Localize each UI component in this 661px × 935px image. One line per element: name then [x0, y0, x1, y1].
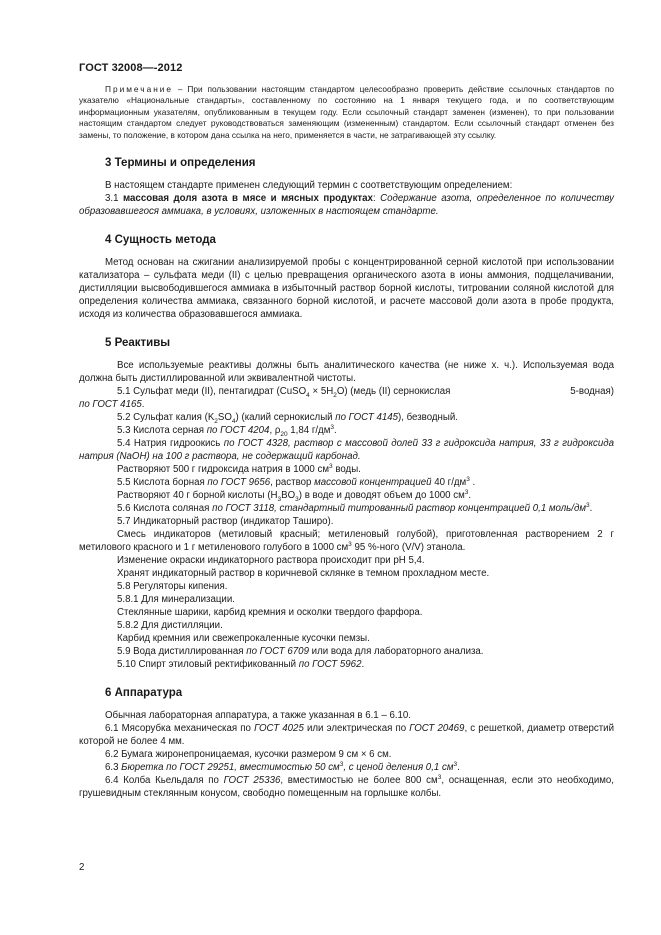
apparatus-6-3: 6.3 Бюретка по ГОСТ 29251, вместимостью 50 $см^3$, с ценой деления 0,1 $см^3$.: [105, 760, 460, 774]
reagent-5-10: 5.10 Спирт этиловый ректификованный по ГОСТ 5962.: [117, 659, 365, 671]
reagent-5-4-prep: Растворяют 500 г гидроксида натрия в 1000 $см^3$ воды.: [117, 462, 361, 476]
reagent-5-6: 5.6 Кислота соляная по ГОСТ 3118, стандартный титрованный раствор концентрацией 0,1 моль/$дм^3$.: [117, 501, 593, 515]
reagent-5-7-storage: Хранят индикаторный раствор в коричневой склянке в темном прохладном месте.: [117, 568, 490, 580]
note-label: Примечание: [105, 84, 174, 94]
section-3-heading: 3 Термины и определения: [105, 157, 256, 170]
reagent-5-1-standard: по ГОСТ 4165.: [79, 399, 145, 411]
term-definition: Содержание азота, определенное по количеству образовавшегося аммиака, в условиях, изложенных в настоящем стандарте.: [79, 193, 615, 218]
reagent-5-1: 5.1 Сульфат меди (II), пентагидрат (CuSO$_4$ × $5H_2O$) (медь (II) сернокислая 5-водная): [117, 386, 614, 399]
document-body: [79, 84, 614, 800]
apparatus-intro: Обычная лабораторная аппаратура, а также указанная в 6.1 – 6.10.: [105, 710, 411, 722]
term-3-1: 3.1 массовая доля азота в мясе и мясных продуктах: Содержание азота, определенное по количеству образовавшегося аммиака, в условиях, изложенных в настоящем стандарте.: [79, 193, 615, 218]
reagent-5-7-ph: Изменение окраски индикаторного раствора происходит при pH 5,4.: [117, 555, 425, 567]
term-name: массовая доля азота в мясе и мясных продуктах: [123, 193, 373, 205]
note-paragraph: [79, 84, 614, 141]
reagent-5-5: 5.5 Кислота борная по ГОСТ 9656, раствор массовой концентрацией 40 $г/дм^3$ .: [117, 475, 476, 489]
apparatus-6-1: 6.1 Мясорубка механическая по ГОСТ 4025 или электрическая по ГОСТ 20469, с решеткой, диаметр отверстий которой не более 4 мм.: [79, 723, 614, 748]
reagents-intro: Все используемые реактивы должны быть аналитического качества (не ниже х. ч.). Используемая вода должна быть дистиллированной или эквивалентной чистоты.: [79, 360, 614, 385]
reagent-5-8: 5.8 Регуляторы кипения.: [117, 581, 228, 593]
reagent-5-7-mix: Смесь индикаторов (метиловый красный; метиленовый голубой), приготовленная растворением 2 г метилового красного и 1 г метиленового голубого в 1000 $см^3$ 95 %-ного (V/V) этанола.: [79, 529, 614, 554]
section-3-intro: В настоящем стандарте применен следующий термин с соответствующим определением:: [105, 180, 513, 192]
apparatus-6-4: 6.4 Колба Кьельдаля по ГОСТ 25336, вместимостью не более 800 $см^3$, оснащенная, если это необходимо, грушевидным стеклянным конусом, свободно помещенным на горлышке колбы.: [79, 773, 614, 800]
reagent-5-7: 5.7 Индикаторный раствор (индикатор Таширо).: [117, 516, 334, 528]
reagent-5-2: 5.2 Сульфат калия $(K_2SO_4)$ (калий сернокислый по ГОСТ 4145), безводный.: [117, 412, 458, 425]
note-text: – При пользовании настоящим стандартом целесообразно проверить действие ссылочных стандартов по указателю «Национальные стандарты», составленному по состоянию на 1 января текущего года, и по соответствующим информационным указателям, опубликованным в текущем году. Если ссылочный стандарт заменен (изменен), то при пользовании настоящим стандартом следует руководствоваться заменяющим (измененным) стандартом. Если ссылочный стандарт отменен без замены, то положение, в котором дана ссылка на него, применяется в части, не затрагивающей эту ссылку.: [79, 84, 614, 140]
apparatus-6-2: 6.2 Бумага жиронепроницаемая, кусочки размером 9 см × 6 см.: [105, 749, 392, 761]
page-number: 2: [79, 862, 85, 873]
reagent-5-3: 5.3 Кислота серная по ГОСТ 4204, $\rho_{20}$ 1,84 $г/дм^3$.: [117, 423, 337, 438]
section-6-heading: 6 Аппаратура: [105, 687, 183, 700]
section-5-heading: 5 Реактивы: [105, 337, 171, 350]
section-4-text: Метод основан на сжигании анализируемой пробы с концентрированной серной кислотой при использовании катализатора – сульфата меди (II) с целью превращения органического азота в ионы аммония, подщелачивании, дистилляции высвободившегося аммиака в избыточный раствор борной кислоты, титровании соляной кислотой для определения количества аммиака, связанного борной кислотой, и расчете массовой доли азота в пробе продукта, исходя из количества образовавшегося аммиака.: [79, 257, 614, 321]
document-header: ГОСТ 32008—-2012: [79, 62, 183, 74]
reagent-5-5-prep: Растворяют 40 г борной кислоты $(H_3BO_3)$ в воде и доводят объем до 1000 $см^3$.: [117, 488, 472, 503]
reagent-5-8-1: 5.8.1 Для минерализации.: [117, 594, 235, 606]
reagent-5-8-2: 5.8.2 Для дистилляции.: [117, 620, 223, 632]
reagent-5-8-1-text: Стеклянные шарики, карбид кремния и осколки твердого фарфора.: [117, 607, 423, 619]
section-4-heading: 4 Сущность метода: [105, 234, 216, 247]
reagent-5-4: 5.4 Натрия гидроокись по ГОСТ 4328, раствор с массовой долей 33 г гидроксида натрия, 33 г гидроксида натрия (NaOH) на 100 г раствора, не содержащий карбонад.: [79, 438, 614, 463]
reagent-5-8-2-text: Карбид кремния или свежепрокаленные кусочки пемзы.: [117, 633, 370, 645]
reagent-5-9: 5.9 Вода дистиллированная по ГОСТ 6709 или вода для лабораторного анализа.: [117, 646, 484, 658]
